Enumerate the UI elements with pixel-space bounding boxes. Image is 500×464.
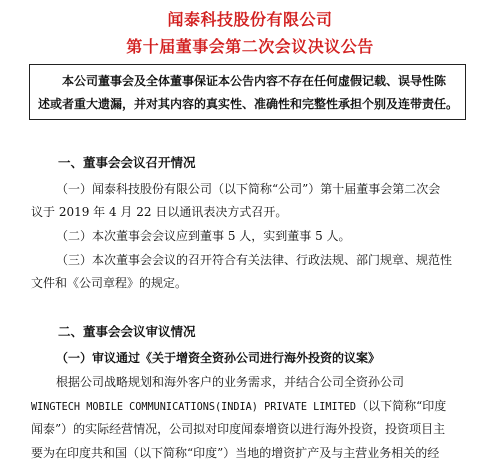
section-heading-meeting-convened: 一、董事会会议召开情况 [58,155,196,170]
paragraph-1-line-2: 议于 2019 年 4 月 22 日以通讯表决方式召开。 [31,205,288,219]
resolution-body-line-4: 要为在印度共和国（以下简称“印度”）当地的增资扩产及与主营业务相关的经 [31,446,440,460]
notice-line-1: 本公司董事会及全体董事保证本公告内容不存在任何虚假记载、误导性陈 [62,74,447,88]
paragraph-3-line-2: 文件和《公司章程》的规定。 [31,276,188,290]
notice-line-2: 述或者重大遗漏，并对其内容的真实性、准确性和完整性承担个别及连带责任。 [38,97,459,111]
resolution-body-line-2 [31,397,471,414]
board-guarantee-notice-box [29,64,466,120]
subsidiary-english-name: WINGTECH MOBILE COMMUNICATIONS(INDIA) PRIVATE LIMITED [31,402,357,413]
resolution-body-line-3: 闻泰”）的实际经营情况，公司拟对印度闻泰增资以进行海外投资，投资项目主 [31,422,446,436]
company-title: 闻泰科技股份有限公司 [167,10,333,29]
section-heading-meeting-review: 二、董事会会议审议情况 [58,324,196,339]
document-title: 第十届董事会第二次会议决议公告 [126,37,374,56]
paragraph-2: （二）本次董事会会议应到董事 5 人，实到董事 5 人。 [56,229,351,243]
resolution-body-line-2-tail: （以下简称“印度 [356,399,447,413]
paragraph-1-line-1: （一）闻泰科技股份有限公司（以下简称“公司”）第十届董事会第二次会 [56,182,441,196]
paragraph-3-line-1: （三）本次董事会会议的召开符合有关法律、行政法规、部门规章、规范性 [56,253,453,267]
resolution-body-line-1: 根据公司战略规划和海外客户的业务需求，并结合公司全资孙公司 [56,375,405,389]
resolution-item-1-title: （一）审议通过《关于增资全资孙公司进行海外投资的议案》 [56,351,381,365]
